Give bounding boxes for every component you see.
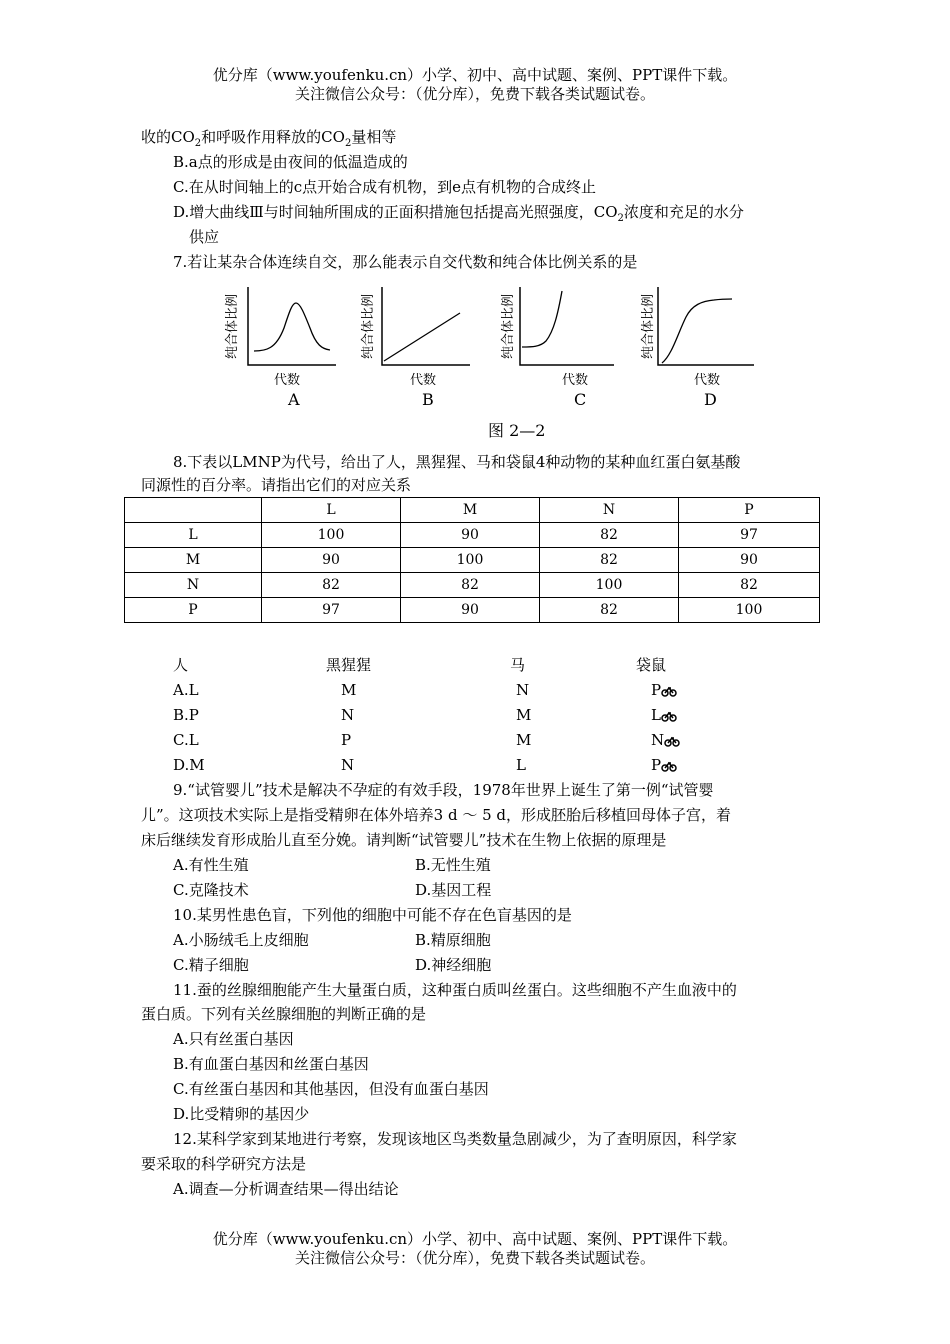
table-cell: 90 (401, 523, 540, 548)
table-cell: P (125, 598, 262, 623)
q6-option-b: B.a点的形成是由夜间的低温造成的 (173, 153, 408, 171)
table-cell: 100 (401, 548, 540, 573)
table-cell: 100 (540, 573, 679, 598)
graph-d: 纯合体比例 代数 D (642, 283, 762, 413)
q6-option-d: D.增大曲线Ⅲ与时间轴所围成的正面积措施包括提高光照强度，$CO_2$浓度和充足的水分 (173, 203, 744, 224)
bicycle-icon (661, 710, 677, 722)
table-cell: 97 (262, 598, 401, 623)
table-header-cell: M (401, 498, 540, 523)
table-row (125, 598, 820, 623)
graph-d-letter: D (704, 390, 717, 409)
q9-option-a: A.有性生殖 (173, 856, 249, 874)
homology-table (124, 497, 820, 623)
graph-a-letter: A (288, 390, 300, 409)
graph-c: 纯合体比例 代数 C (502, 283, 622, 413)
table-cell: 100 (679, 598, 820, 623)
answer-head-kangaroo: 袋鼠 (636, 656, 667, 674)
q8-option-d-col2: N (341, 756, 355, 774)
graph-a-plot (226, 283, 346, 373)
q11-stem-2: 蛋白质。下列有关丝腺细胞的判断正确的是 (141, 1005, 427, 1023)
graph-b-plot (362, 283, 482, 373)
table-cell: 82 (540, 598, 679, 623)
table-cell: L (125, 523, 262, 548)
q11-option-a: A.只有丝蛋白基因 (173, 1030, 294, 1048)
q8-option-c-col2: P (341, 731, 352, 749)
q10-option-a: A.小肠绒毛上皮细胞 (173, 931, 309, 949)
graph-c-plot (502, 283, 622, 373)
q10-option-d: D.神经细胞 (415, 956, 492, 974)
q8-option-a-col4: P (651, 680, 677, 700)
q6-continuation: 收的$CO_2$和呼吸作用释放的$CO_2$量相等 (141, 128, 397, 149)
q10-stem: 10.某男性患色盲，下列他的细胞中可能不存在色盲基因的是 (173, 906, 572, 924)
graph-d-xlabel: 代数 (694, 373, 721, 388)
table-header-cell: N (540, 498, 679, 523)
q8-option-b-col1: B.P (173, 706, 199, 724)
table-header-cell (125, 498, 262, 523)
q8-option-a-col3: N (516, 681, 530, 699)
q8-option-a-col2: M (341, 681, 357, 699)
q8-option-c-col4: N (651, 730, 680, 750)
q12-stem-2: 要采取的科学研究方法是 (141, 1155, 307, 1173)
table-header-row (125, 498, 820, 523)
table-cell: M (125, 548, 262, 573)
table-cell: 90 (679, 548, 820, 573)
table-cell: 82 (401, 573, 540, 598)
graph-b-letter: B (422, 390, 434, 409)
table-cell: 90 (401, 598, 540, 623)
figure-caption: 图 2—2 (488, 421, 546, 440)
table-header-cell: L (262, 498, 401, 523)
q10-option-b: B.精原细胞 (415, 931, 491, 949)
q11-option-d: D.比受精卵的基因少 (173, 1105, 310, 1123)
table-cell: 82 (679, 573, 820, 598)
header-line-2: 关注微信公众号：（优分库），免费下载各类试题试卷。 (294, 85, 655, 103)
q8-option-d-col1: D.M (173, 756, 205, 774)
q6-option-d-cont: 供应 (189, 228, 220, 246)
q11-option-b: B.有血蛋白基因和丝蛋白基因 (173, 1055, 369, 1073)
table-cell: 100 (262, 523, 401, 548)
table-row (125, 573, 820, 598)
q9-option-b: B.无性生殖 (415, 856, 491, 874)
q11-option-c: C.有丝蛋白基因和其他基因，但没有血蛋白基因 (173, 1080, 489, 1098)
q12-stem-1: 12.某科学家到某地进行考察，发现该地区鸟类数量急剧减少，为了查明原因，科学家 (173, 1130, 737, 1148)
bicycle-icon (661, 760, 677, 772)
q8-option-d-col3: L (516, 756, 526, 774)
footer-line-1: 优分库（www.youfenku.cn）小学、初中、高中试题、案例、PPT课件下载。 (212, 1230, 738, 1248)
table-cell: N (125, 573, 262, 598)
table-cell: 90 (262, 548, 401, 573)
q11-stem-1: 11.蚕的丝腺细胞能产生大量蛋白质，这种蛋白质叫丝蛋白。这些细胞不产生血液中的 (173, 981, 737, 999)
q12-option-a: A.调查—分析调查结果—得出结论 (173, 1180, 399, 1198)
table-cell: 82 (262, 573, 401, 598)
q8-stem-2: 同源性的百分率。请指出它们的对应关系 (141, 476, 412, 494)
table-row (125, 548, 820, 573)
q9-stem-3: 床后继续发育形成胎儿直至分娩。请判断“试管婴儿”技术在生物上依据的原理是 (141, 831, 667, 849)
graph-a-xlabel: 代数 (274, 373, 301, 388)
q8-option-c-col3: M (516, 731, 532, 749)
q8-option-a-col1: A.L (173, 681, 199, 699)
q8-option-b-col3: M (516, 706, 532, 724)
q8-option-b-col4: L (651, 705, 677, 725)
answer-head-horse: 马 (510, 656, 526, 674)
q9-stem-1: 9.“试管婴儿”技术是解决不孕症的有效手段，1978年世界上诞生了第一例“试管婴 (173, 781, 714, 799)
q8-option-c-col1: C.L (173, 731, 199, 749)
q6-option-c: C.在从时间轴上的c点开始合成有机物，到e点有机物的合成终止 (173, 178, 596, 196)
q8-stem-1: 8.下表以LMNP为代号，给出了人，黑猩猩、马和袋鼠4种动物的某种血红蛋白氨基酸 (173, 453, 741, 471)
q7-stem: 7.若让某杂合体连续自交，那么能表示自交代数和纯合体比例关系的是 (173, 253, 638, 271)
table-cell: 82 (540, 548, 679, 573)
q8-option-d-col4: P (651, 755, 677, 775)
q9-stem-2: 儿”。这项技术实际上是指受精卵在体外培养3 d ～ 5 d，形成胚胎后移植回母体子宫，着 (141, 806, 732, 824)
q10-option-c: C.精子细胞 (173, 956, 249, 974)
footer-line-2: 关注微信公众号：（优分库），免费下载各类试题试卷。 (294, 1249, 655, 1267)
table-row (125, 523, 820, 548)
graph-c-letter: C (574, 390, 587, 409)
answer-head-chimp: 黑猩猩 (326, 656, 372, 674)
table-cell: 82 (540, 523, 679, 548)
answer-head-human: 人 (173, 656, 189, 674)
bicycle-icon (664, 735, 680, 747)
q9-option-d: D.基因工程 (415, 881, 492, 899)
table-header-cell: P (679, 498, 820, 523)
graph-b: 纯合体比例 代数 B (362, 283, 482, 413)
q8-option-b-col2: N (341, 706, 355, 724)
q9-option-c: C.克隆技术 (173, 881, 249, 899)
table-cell: 97 (679, 523, 820, 548)
graph-d-plot (642, 283, 762, 373)
graph-a: 纯合体比例 代数 A (226, 283, 346, 413)
header-line-1: 优分库（www.youfenku.cn）小学、初中、高中试题、案例、PPT课件下载。 (212, 66, 738, 84)
graph-b-xlabel: 代数 (410, 373, 437, 388)
graph-c-xlabel: 代数 (562, 373, 589, 388)
bicycle-icon (661, 685, 677, 697)
